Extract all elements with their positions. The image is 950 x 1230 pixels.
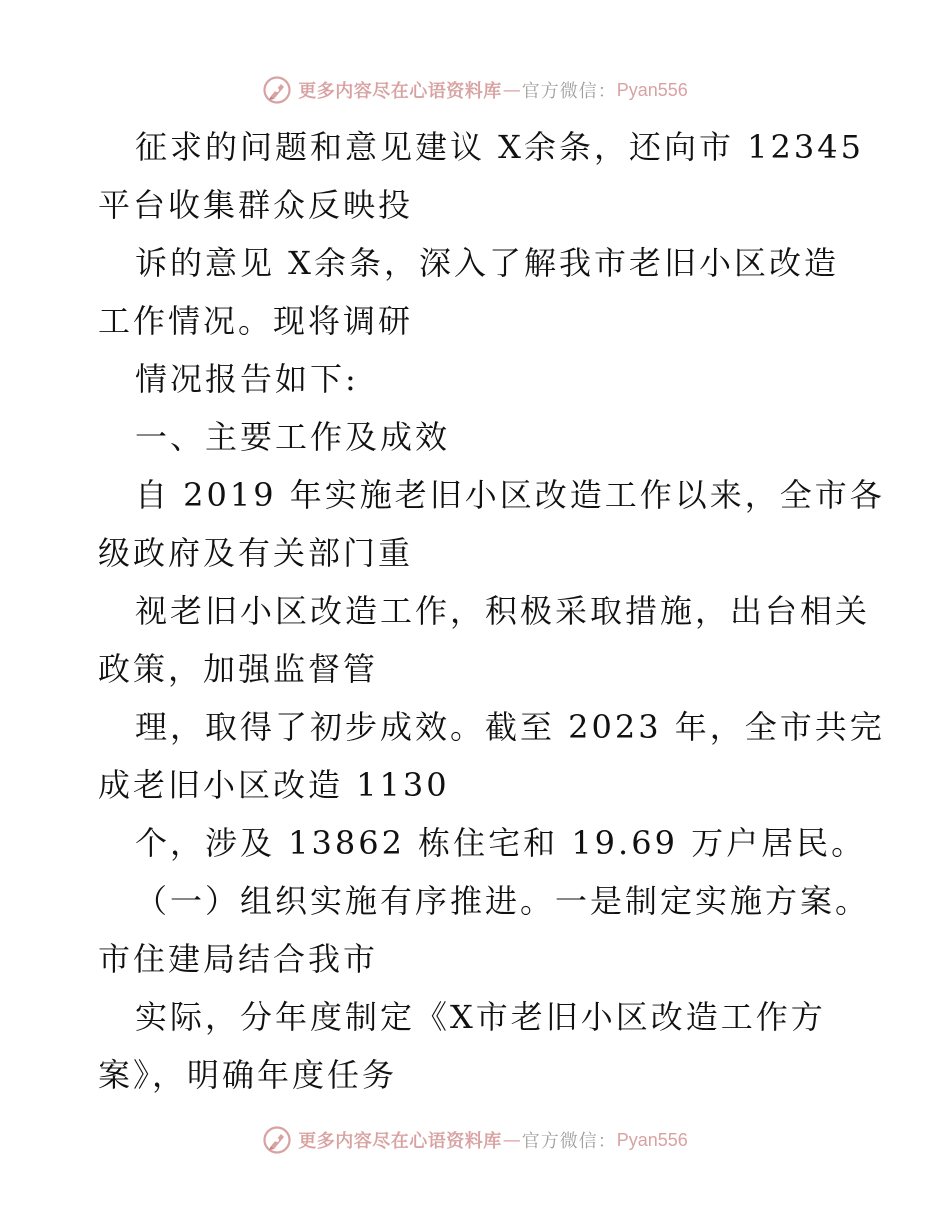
body-line: 市住建局结合我市 [98,940,379,978]
watermark-brand-text: 更多内容尽在心语资料库 [298,1131,502,1152]
watermark-dash: — [502,1129,521,1151]
body-line: 理，取得了初步成效。截至 2023 年，全市共完 [135,708,885,746]
body-line: 级政府及有关部门重 [98,534,414,572]
header-watermark [0,72,950,108]
body-line: 视老旧小区改造工作，积极采取措施，出台相关 [135,592,871,630]
body-line: 工作情况。现将调研 [98,302,414,340]
watermark-wechat-id: Pyan556 [616,79,688,100]
subsection-heading: （一）组织实施有序推进。一是制定实施方案。 [135,882,871,920]
watermark-brand-text: 更多内容尽在心语资料库 [298,81,502,102]
pen-logo-icon [262,75,292,105]
section-heading: 一、主要工作及成效 [135,418,451,456]
body-line: 实际，分年度制定《X市老旧小区改造工作方 [135,998,826,1036]
body-line: 自 2019 年实施老旧小区改造工作以来，全市各 [135,476,885,514]
watermark-dash: — [502,79,521,101]
body-line: 征求的问题和意见建议 X余条，还向市 12345 [135,128,864,166]
body-line: 平台收集群众反映投 [98,186,414,224]
footer-watermark [0,1122,950,1158]
body-line: 成老旧小区改造 1130 [98,766,450,804]
body-line: 政策，加强监督管 [98,650,379,688]
document-body [98,118,885,1104]
body-line: 诉的意见 X余条，深入了解我市老旧小区改造 [135,244,839,282]
body-line: 案》，明确年度任务 [98,1056,398,1094]
pen-logo-icon [262,1125,292,1155]
watermark-official-label: 官方微信： [521,81,617,102]
watermark-official-label: 官方微信： [521,1131,617,1152]
body-line: 个，涉及 13862 栋住宅和 19.69 万户居民。 [135,824,867,862]
body-line: 情况报告如下: [135,360,359,398]
watermark-wechat-id: Pyan556 [616,1129,688,1150]
